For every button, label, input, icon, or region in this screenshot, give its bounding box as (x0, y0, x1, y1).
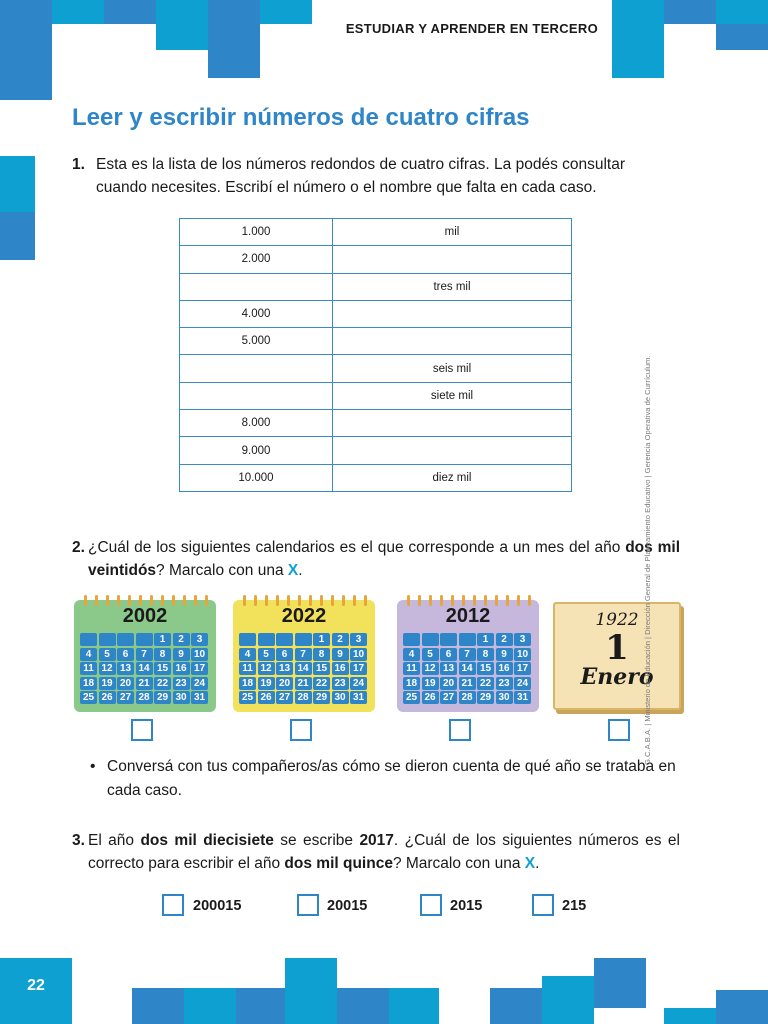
calendar-rings (407, 595, 529, 605)
calendar-day: 29 (154, 691, 171, 704)
calendar-day (276, 633, 293, 646)
calendar-day (239, 633, 256, 646)
calendar-day (459, 633, 476, 646)
calendar-day: 27 (276, 691, 293, 704)
calendar-day: 15 (313, 662, 330, 675)
calendar-day: 4 (403, 648, 420, 661)
option-label: 200015 (193, 898, 242, 914)
calendar-year: 2012 (445, 605, 491, 627)
number-cell: 9.000 (180, 437, 333, 464)
calendar-day: 5 (99, 648, 116, 661)
name-cell: seis mil (333, 355, 572, 382)
side-credit: G.C.A.B.A. | Ministerio de Educación | Dirección General de Planeamiento Educativo | Gerencia Operativa de Currículum. (643, 355, 652, 765)
calendar-day: 24 (191, 677, 208, 690)
calendar-day: 23 (332, 677, 349, 690)
decor-square (490, 988, 542, 1024)
calendar-day: 13 (440, 662, 457, 675)
number-cell: 4.000 (180, 300, 333, 327)
calendar-day: 14 (136, 662, 153, 675)
calendar-day: 15 (477, 662, 494, 675)
calendar-day: 12 (422, 662, 439, 675)
calendar-day: 18 (80, 677, 97, 690)
calendar-day (422, 633, 439, 646)
option-checkbox[interactable] (162, 894, 184, 916)
calendar-2012 (397, 600, 539, 712)
calendar-day: 30 (496, 691, 513, 704)
calendar-day: 31 (350, 691, 367, 704)
header-title: ESTUDIAR Y APRENDER EN TERCERO (345, 21, 598, 36)
calendar-grid (239, 633, 367, 704)
calendar-day: 2 (496, 633, 513, 646)
decor-square (664, 1008, 716, 1024)
decor-square (664, 0, 716, 24)
name-cell[interactable] (333, 410, 572, 437)
calendar-day: 14 (459, 662, 476, 675)
calendar-day: 7 (136, 648, 153, 661)
decor-square (594, 958, 646, 1008)
calendar-year: 2022 (281, 605, 327, 627)
option-checkbox[interactable] (420, 894, 442, 916)
calendar-day: 25 (80, 691, 97, 704)
question-number: 2. (72, 539, 85, 556)
calendar-day: 23 (496, 677, 513, 690)
bullet-icon: • (90, 758, 96, 775)
calendar-day: 8 (154, 648, 171, 661)
page-calendar (553, 602, 681, 710)
calendar-2002 (74, 600, 216, 712)
calendar-checkbox[interactable] (449, 719, 471, 741)
calendar-day: 9 (173, 648, 190, 661)
calendar-day: 2 (173, 633, 190, 646)
calendar-day: 8 (313, 648, 330, 661)
calendar-day (258, 633, 275, 646)
calendar-day: 10 (191, 648, 208, 661)
name-cell[interactable] (333, 300, 572, 327)
question-number: 3. (72, 832, 85, 849)
calendar-day: 26 (99, 691, 116, 704)
question-2 (72, 536, 680, 582)
calendar-day: 20 (276, 677, 293, 690)
name-cell: diez mil (333, 464, 572, 491)
number-cell: 5.000 (180, 328, 333, 355)
calendar-day: 21 (459, 677, 476, 690)
calendar-day: 28 (295, 691, 312, 704)
calendar-day: 27 (117, 691, 134, 704)
calendar-day: 1 (313, 633, 330, 646)
calendar-day: 18 (403, 677, 420, 690)
calendar-day: 24 (350, 677, 367, 690)
decor-square (132, 988, 184, 1024)
decor-square (337, 988, 389, 1024)
decor-square (208, 0, 260, 78)
question-text: ¿Cuál de los siguientes calendarios es el que corresponde a un mes del año dos mil veintidós? Marcalo con una X. (88, 539, 680, 579)
calendar-day: 3 (514, 633, 531, 646)
number-cell[interactable] (180, 355, 333, 382)
calendar-day: 4 (80, 648, 97, 661)
table-row (180, 273, 572, 300)
calendar-day: 26 (258, 691, 275, 704)
calendar-checkbox[interactable] (131, 719, 153, 741)
name-cell[interactable] (333, 328, 572, 355)
calendar-day: 5 (422, 648, 439, 661)
decor-square (236, 988, 286, 1024)
number-cell: 8.000 (180, 410, 333, 437)
option-label: 20015 (327, 898, 368, 914)
calendar-day: 17 (514, 662, 531, 675)
name-cell: mil (333, 219, 572, 246)
number-cell: 1.000 (180, 219, 333, 246)
calendar-day: 28 (459, 691, 476, 704)
calendar-day: 4 (239, 648, 256, 661)
calendar-day: 16 (332, 662, 349, 675)
table-row (180, 355, 572, 382)
calendar-day: 29 (477, 691, 494, 704)
calendar-day: 10 (514, 648, 531, 661)
page-calendar-year: 1922 (595, 610, 639, 630)
decor-square (156, 0, 208, 50)
page-calendar-month: Enero (580, 664, 654, 690)
calendar-day: 1 (154, 633, 171, 646)
calendar-day: 27 (440, 691, 457, 704)
calendar-day: 6 (276, 648, 293, 661)
calendar-day: 11 (239, 662, 256, 675)
question-3 (72, 829, 680, 875)
calendar-day: 14 (295, 662, 312, 675)
calendar-day: 30 (173, 691, 190, 704)
calendar-day: 19 (422, 677, 439, 690)
name-cell: tres mil (333, 273, 572, 300)
calendar-day (136, 633, 153, 646)
decor-square (612, 0, 664, 78)
calendar-day: 11 (403, 662, 420, 675)
question-1 (72, 153, 680, 199)
calendar-day: 12 (258, 662, 275, 675)
name-cell: siete mil (333, 382, 572, 409)
name-cell[interactable] (333, 437, 572, 464)
calendar-day: 16 (173, 662, 190, 675)
calendar-day: 23 (173, 677, 190, 690)
calendar-day: 16 (496, 662, 513, 675)
calendar-day: 3 (350, 633, 367, 646)
calendar-day: 8 (477, 648, 494, 661)
calendar-day: 7 (459, 648, 476, 661)
calendar-day: 15 (154, 662, 171, 675)
calendar-day (80, 633, 97, 646)
calendar-day: 9 (496, 648, 513, 661)
table-row (180, 410, 572, 437)
calendar-day: 22 (154, 677, 171, 690)
calendar-day (403, 633, 420, 646)
calendar-day: 3 (191, 633, 208, 646)
calendar-day: 20 (117, 677, 134, 690)
calendar-day (99, 633, 116, 646)
calendar-day: 24 (514, 677, 531, 690)
table-row (180, 219, 572, 246)
calendar-year: 2002 (122, 605, 168, 627)
calendar-day: 31 (191, 691, 208, 704)
page-calendar-day: 1 (605, 628, 629, 668)
numbers-table (179, 218, 572, 492)
decor-square (716, 990, 768, 1024)
calendar-day: 12 (99, 662, 116, 675)
calendar-day: 2 (332, 633, 349, 646)
calendar-day: 22 (477, 677, 494, 690)
calendar-day: 18 (239, 677, 256, 690)
calendar-day: 13 (276, 662, 293, 675)
number-cell[interactable] (180, 273, 333, 300)
calendar-day: 17 (191, 662, 208, 675)
question-text: Esta es la lista de los números redondos de cuatro cifras. La podés consultar cuando necesites. Escribí el número o el nombre que falta en cada caso. (96, 156, 626, 196)
number-cell: 2.000 (180, 246, 333, 273)
calendar-day (117, 633, 134, 646)
option-checkbox[interactable] (297, 894, 319, 916)
calendar-day (440, 633, 457, 646)
calendar-day: 21 (295, 677, 312, 690)
calendar-day: 7 (295, 648, 312, 661)
decor-square (0, 50, 52, 100)
decor-square (285, 958, 337, 1024)
calendar-day: 20 (440, 677, 457, 690)
calendar-day: 31 (514, 691, 531, 704)
option-label: 2015 (450, 898, 483, 914)
calendar-day: 19 (258, 677, 275, 690)
calendar-day: 17 (350, 662, 367, 675)
table-row (180, 437, 572, 464)
name-cell[interactable] (333, 246, 572, 273)
calendar-rings (84, 595, 206, 605)
calendar-checkbox[interactable] (290, 719, 312, 741)
decor-square (389, 988, 439, 1024)
calendar-day: 25 (239, 691, 256, 704)
question-number: 1. (72, 156, 85, 173)
table-row (180, 328, 572, 355)
calendar-day: 13 (117, 662, 134, 675)
calendar-grid (403, 633, 531, 704)
number-cell: 10.000 (180, 464, 333, 491)
calendar-grid (80, 633, 208, 704)
table-row (180, 300, 572, 327)
calendar-rings (243, 595, 365, 605)
calendar-day: 30 (332, 691, 349, 704)
decor-square (52, 0, 104, 24)
number-cell[interactable] (180, 382, 333, 409)
decor-square (0, 212, 35, 260)
decor-square (716, 24, 768, 50)
discussion-bullet: • Conversá con tus compañeros/as cómo se dieron cuenta de qué año se trataba en cada caso. (90, 755, 680, 803)
calendar-day: 6 (117, 648, 134, 661)
table-row (180, 246, 572, 273)
question-text: El año dos mil diecisiete se escribe 2017. ¿Cuál de los siguientes números es el correcto para escribir el año dos mil quince? Marcalo con una X. (88, 832, 680, 872)
calendar-day: 21 (136, 677, 153, 690)
calendar-day: 25 (403, 691, 420, 704)
decor-square (0, 156, 35, 212)
calendar-day: 29 (313, 691, 330, 704)
page-number: 22 (0, 958, 72, 1024)
section-title: Leer y escribir números de cuatro cifras (72, 104, 530, 131)
calendar-day: 1 (477, 633, 494, 646)
table-row (180, 464, 572, 491)
decor-square (104, 0, 156, 24)
calendar-day: 28 (136, 691, 153, 704)
decor-square (0, 0, 52, 50)
decor-square (542, 976, 594, 1024)
calendar-day: 11 (80, 662, 97, 675)
calendar-day: 10 (350, 648, 367, 661)
calendar-day (295, 633, 312, 646)
calendar-day: 19 (99, 677, 116, 690)
calendar-day: 5 (258, 648, 275, 661)
calendar-day: 22 (313, 677, 330, 690)
calendar-day: 26 (422, 691, 439, 704)
calendar-2022 (233, 600, 375, 712)
decor-square (184, 988, 236, 1024)
calendar-day: 9 (332, 648, 349, 661)
decor-square (716, 0, 768, 24)
calendar-day: 6 (440, 648, 457, 661)
table-row (180, 382, 572, 409)
calendar-checkbox[interactable] (608, 719, 630, 741)
option-checkbox[interactable] (532, 894, 554, 916)
option-label: 215 (562, 898, 587, 914)
